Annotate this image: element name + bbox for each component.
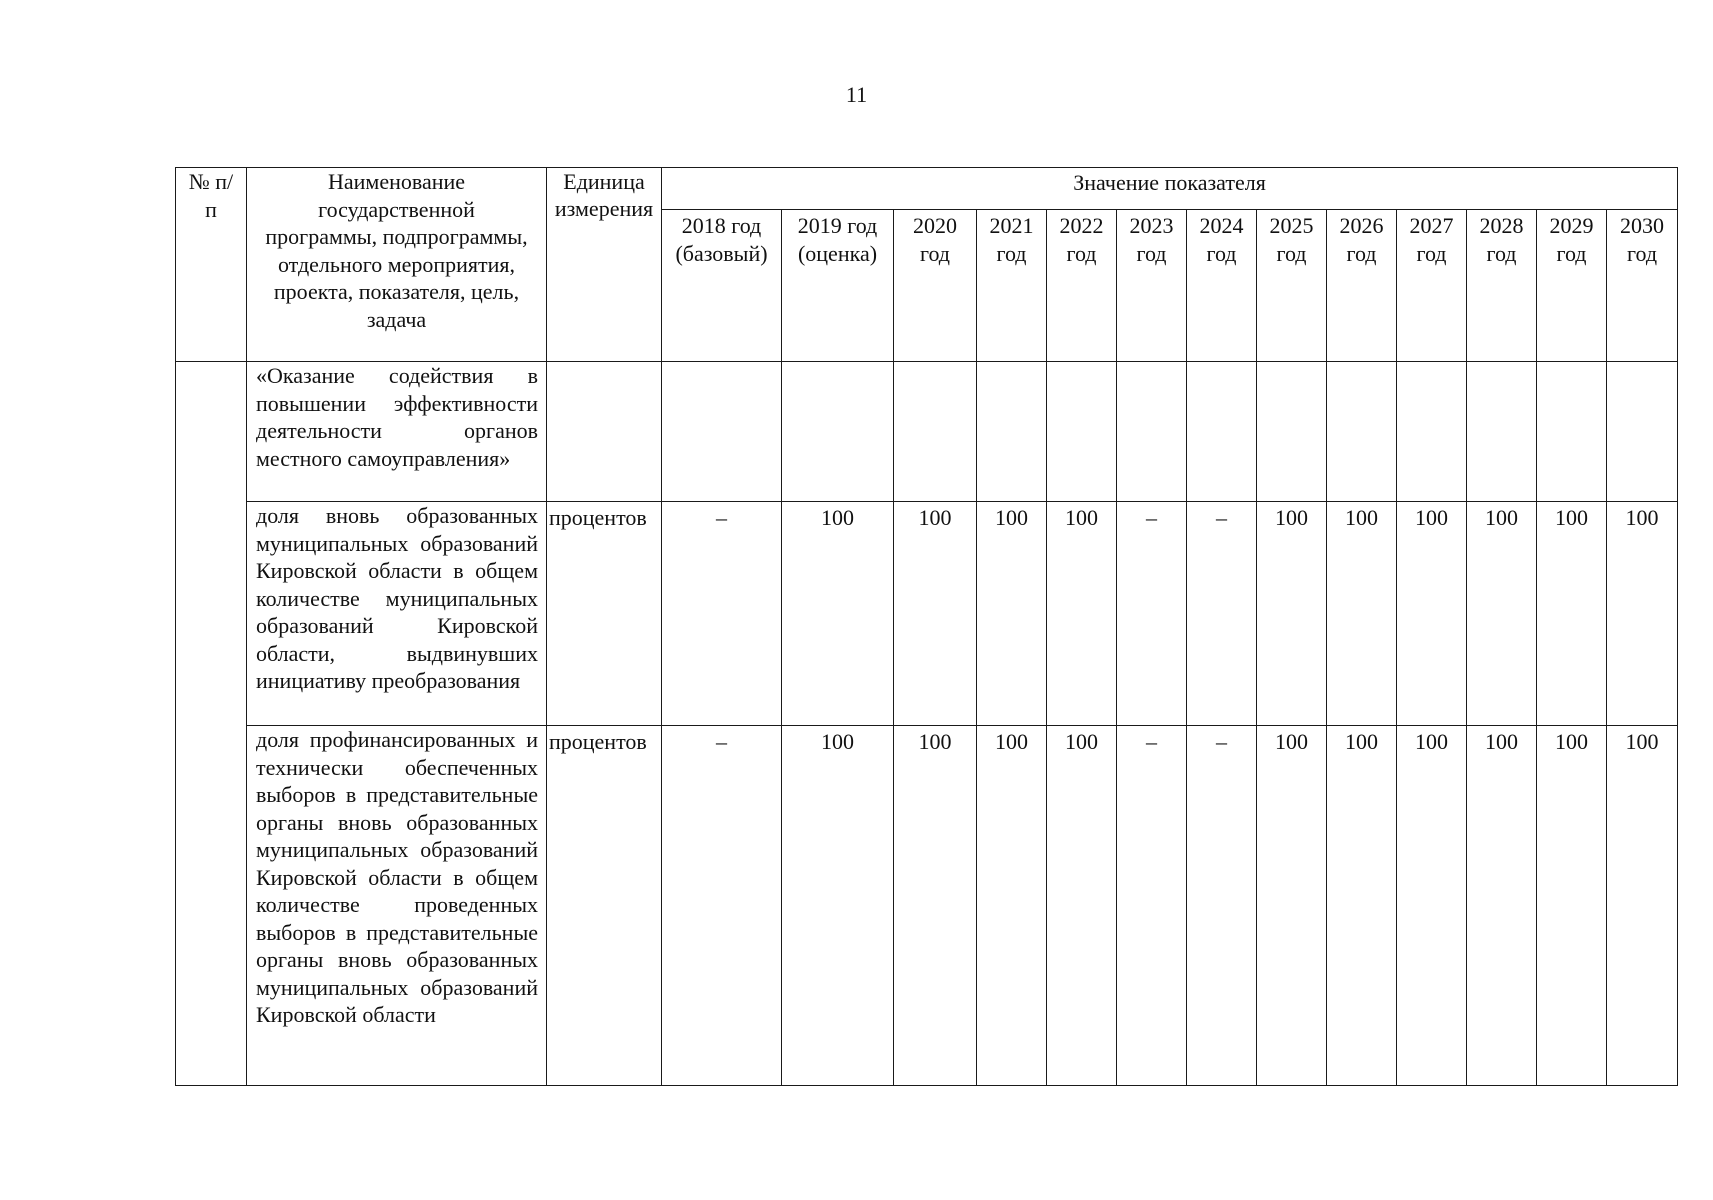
row-value bbox=[977, 362, 1047, 502]
row-value: 100 bbox=[894, 726, 977, 1086]
header-year-2030: 2030 год bbox=[1607, 210, 1678, 362]
row-value: 100 bbox=[1397, 502, 1467, 726]
header-year-2028: 2028 год bbox=[1467, 210, 1537, 362]
header-num: № п/п bbox=[176, 168, 247, 362]
row-value: – bbox=[1187, 502, 1257, 726]
header-year-2029: 2029 год bbox=[1537, 210, 1607, 362]
row-value: – bbox=[662, 726, 782, 1086]
row-value: 100 bbox=[1397, 726, 1467, 1086]
row-value: 100 bbox=[1257, 726, 1327, 1086]
row-name: «Оказание содействия в повышении эффективности деятельности органов местного самоуправления» bbox=[247, 362, 547, 502]
header-row-1 bbox=[176, 168, 1678, 210]
header-values-title: Значение показателя bbox=[662, 168, 1678, 210]
row-value: – bbox=[1117, 726, 1187, 1086]
header-year-2019: 2019 год (оценка) bbox=[782, 210, 894, 362]
row-value: 100 bbox=[1047, 726, 1117, 1086]
row-value: 100 bbox=[1607, 502, 1678, 726]
row-value: 100 bbox=[1327, 726, 1397, 1086]
row-unit: процентов bbox=[547, 726, 662, 1086]
header-year-2021: 2021 год bbox=[977, 210, 1047, 362]
row-value bbox=[1187, 362, 1257, 502]
row-value bbox=[782, 362, 894, 502]
row-value: 100 bbox=[977, 726, 1047, 1086]
row-value bbox=[1397, 362, 1467, 502]
row-value: – bbox=[1187, 726, 1257, 1086]
row-value: 100 bbox=[1537, 502, 1607, 726]
row-unit: процентов bbox=[547, 502, 662, 726]
table-row bbox=[176, 362, 1678, 502]
header-year-2027: 2027 год bbox=[1397, 210, 1467, 362]
row-value: 100 bbox=[1257, 502, 1327, 726]
row-name: доля вновь образованных муниципальных образований Кировской области в общем количестве муниципальных образований Кировской области, выдвинувших инициативу преобразования bbox=[247, 502, 547, 726]
header-name: Наименование государственной программы, подпрограммы, отдельного мероприятия, проекта, показателя, цель, задача bbox=[247, 168, 547, 362]
row-value bbox=[1327, 362, 1397, 502]
row-value: 100 bbox=[1327, 502, 1397, 726]
header-year-2023: 2023 год bbox=[1117, 210, 1187, 362]
header-year-2018: 2018 год (базовый) bbox=[662, 210, 782, 362]
page-number: 11 bbox=[845, 82, 868, 107]
row-value: 100 bbox=[782, 502, 894, 726]
row-value bbox=[1537, 362, 1607, 502]
row-number-cell bbox=[176, 362, 247, 1086]
row-value: 100 bbox=[1467, 726, 1537, 1086]
row-value: 100 bbox=[1047, 502, 1117, 726]
row-value: 100 bbox=[1537, 726, 1607, 1086]
header-year-2022: 2022 год bbox=[1047, 210, 1117, 362]
row-value bbox=[1467, 362, 1537, 502]
row-value: 100 bbox=[1467, 502, 1537, 726]
row-value bbox=[1257, 362, 1327, 502]
row-value bbox=[1607, 362, 1678, 502]
row-value bbox=[662, 362, 782, 502]
header-year-2024: 2024 год bbox=[1187, 210, 1257, 362]
table-row bbox=[176, 502, 1678, 726]
row-value: – bbox=[662, 502, 782, 726]
row-value bbox=[1047, 362, 1117, 502]
header-year-2025: 2025 год bbox=[1257, 210, 1327, 362]
row-value bbox=[894, 362, 977, 502]
row-value: 100 bbox=[1607, 726, 1678, 1086]
row-value: 100 bbox=[977, 502, 1047, 726]
row-value bbox=[1117, 362, 1187, 502]
header-year-2026: 2026 год bbox=[1327, 210, 1397, 362]
row-value: – bbox=[1117, 502, 1187, 726]
row-value: 100 bbox=[894, 502, 977, 726]
row-name: доля профинансированных и технически обеспеченных выборов в представительные органы вновь образованных муниципальных образований Кировской области в общем количестве проведенных выборов в представительные органы вновь образованных муниципальных образований Кировской области bbox=[247, 726, 547, 1086]
table-row bbox=[176, 726, 1678, 1086]
row-unit bbox=[547, 362, 662, 502]
indicators-table bbox=[175, 167, 1678, 1086]
header-year-2020: 2020 год bbox=[894, 210, 977, 362]
row-value: 100 bbox=[782, 726, 894, 1086]
header-unit: Единица измерения bbox=[547, 168, 662, 362]
